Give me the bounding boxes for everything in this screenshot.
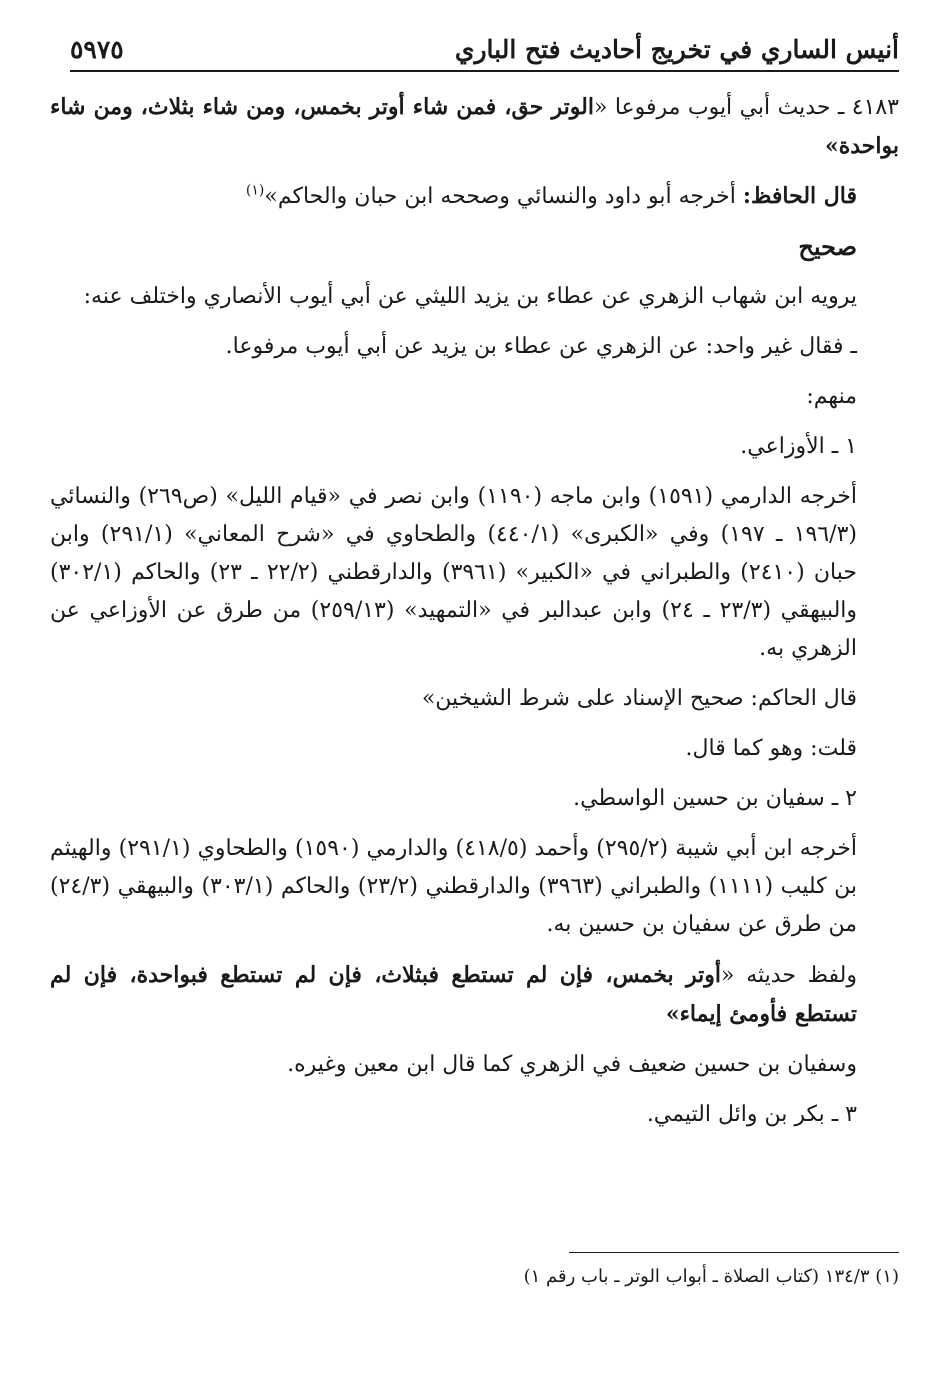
item-2-title: ٢ ـ سفيان بن حسين الواسطي.: [573, 786, 857, 811]
hakim-statement: قال الحاكم: صحيح الإسناد على شرط الشيخين»: [421, 686, 857, 711]
wording-intro: ولفظ حديثه «: [721, 963, 857, 988]
hafiz-text: أخرجه أبو داود والنسائي وصححه ابن حبان والحاكم»: [264, 184, 743, 209]
paragraph-among-them: منهم:: [806, 384, 857, 409]
item-3-title: ٣ ـ بكر بن وائل التيمي.: [646, 1102, 857, 1127]
paragraph-many-said: ـ فقال غير واحد: عن الزهري عن عطاء بن يزيد عن أبي أيوب مرفوعا.: [225, 334, 857, 359]
hafiz-statement: [50, 177, 899, 216]
footnote-ref: (١): [245, 182, 265, 199]
footnote-divider: [569, 1252, 899, 1253]
wording-close-quote: »: [665, 1001, 680, 1027]
author-comment: قلت: وهو كما قال.: [685, 736, 857, 761]
sufyan-weakness: وسفيان بن حسين ضعيف في الزهري كما قال ابن معين وغيره.: [287, 1052, 857, 1077]
item-2-text: أخرجه ابن أبي شيبة (٢٩٥/٢) وأحمد (٤١٨/٥) والدارمي (١٥٩٠) والطحاوي (٢٩١/١) والهيثم بن كليب (١١١١) والطبراني (٣٩٦٣) والدارقطني (٢٣/٢) والحاكم (٣٠٣/١) والبيهقي (٢٤/٣) من طرق عن سفيان بن حسين به.: [50, 836, 857, 937]
hafiz-label: قال الحافظ:: [742, 183, 857, 209]
main-text: [50, 88, 899, 1134]
page-number: ٥٩٧٥: [70, 34, 124, 64]
wording-matn: أوتر بخمس، فإن لم تستطع فبثلاث، فإن لم تستطع فبواحدة، فإن لم تستطع فأومئ إيماء: [50, 962, 857, 1027]
verdict: صحيح: [798, 232, 857, 261]
page-header: [70, 28, 899, 72]
hadith-number-text: ٤١٨٣ ـ حديث أبي أيوب مرفوعا «: [593, 95, 899, 120]
footnote: (١) ١٣٤/٣ (كتاب الصلاة ـ أبواب الوتر ـ باب رقم ١): [523, 1266, 899, 1287]
hadith-heading: [50, 88, 899, 165]
paragraph-narration: يرويه ابن شهاب الزهري عن عطاء بن يزيد الليثي عن أبي أيوب الأنصاري واختلف عنه:: [83, 284, 857, 309]
item-1-text: أخرجه الدارمي (١٥٩١) وابن ماجه (١١٩٠) وابن نصر في «قيام الليل» (ص٢٦٩) والنسائي (١٩٦/٣ ـ ١٩٧) وفي «الكبرى» (٤٤٠/١) والطحاوي في «شرح المعاني» (٢٩١/١) وابن حبان (٢٤١٠) والطبراني في «الكبير» (٣٩٦١) والدارقطني (٢٢/٢ ـ ٢٣) والحاكم (٣٠٢/١) والبيهقي (٢٣/٣ ـ ٢٤) وابن عبدالبر في «التمهيد» (٢٥٩/١٣) من طرق عن الأوزاعي عن الزهري به.: [50, 484, 858, 661]
item-1-title: ١ ـ الأوزاعي.: [740, 434, 857, 459]
wording-paragraph: [50, 956, 899, 1034]
book-title: أنيس الساري في تخريج أحاديث فتح الباري: [454, 34, 899, 64]
hadith-matn: الوتر حق، فمن شاء أوتر بخمس، ومن شاء بثلاث، ومن شاء بواحدة: [50, 94, 899, 159]
hadith-close-quote: »: [824, 133, 839, 159]
